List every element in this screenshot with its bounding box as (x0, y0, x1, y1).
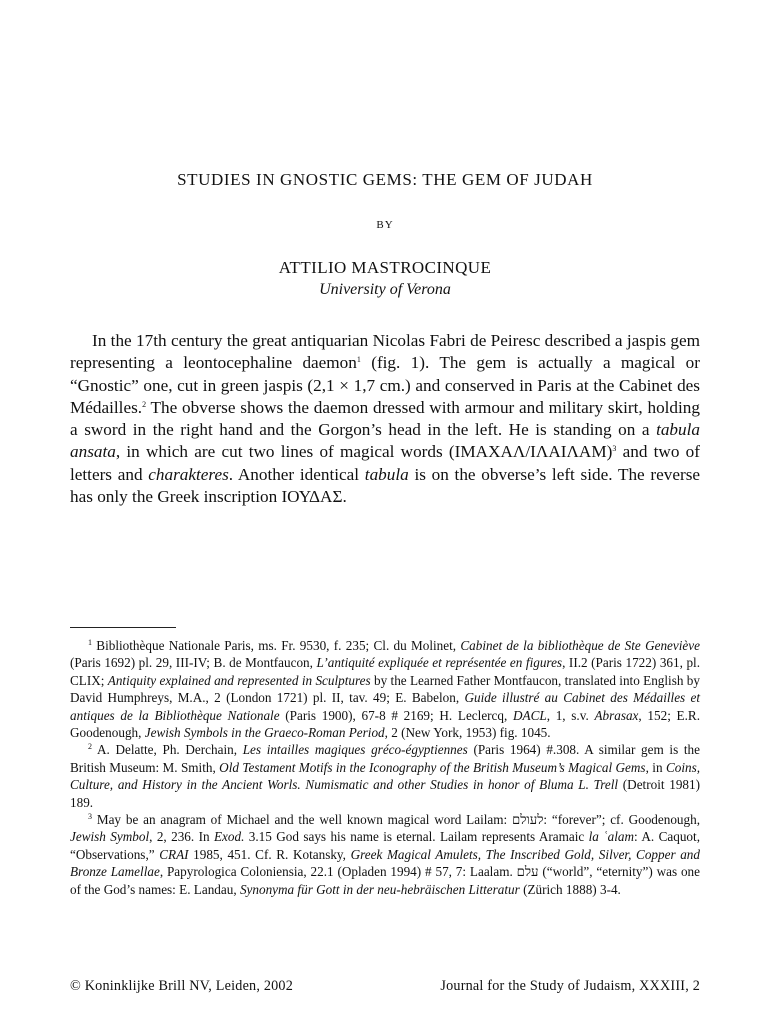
footnote-text: , Papyrologica Coloniensia, 22.1 (Opladen 1994) # 57, 7: Laalam. עלם (“world”, “eternity”) was one of the God’s names: E. Landau, (70, 864, 701, 897)
footnote-text: , 152; E.R. Goodenough, (70, 707, 700, 741)
footnote-text: , 2 (New York, 1953) fig. 1045. (384, 725, 551, 741)
footnote-text: (Paris 1964) #.308. A similar gem is the British Museum: M. Smith, (70, 742, 700, 775)
footnote-text: by the Learned Father Montfaucon, translated into English by David Humphreys, M.A., 2 (London 1721) pl. II, tav. 49; E. Babelon, (70, 672, 700, 706)
journal-citation: Journal for the Study of Judaism, XXXIII, 2 (440, 978, 700, 994)
footnote-number: 3 (88, 812, 92, 822)
footnote-divider (70, 627, 176, 628)
footnote-ref-1: 1 (356, 355, 361, 365)
footnote-text: (Paris 1692) pl. 29, III-IV; B. de Montfaucon, (70, 655, 317, 671)
footnote-italic: L’antiquité expliquée et représentée en figures (316, 655, 563, 671)
body-italic-term: charakteres (148, 464, 229, 484)
footnote-italic: Abrasax (594, 707, 639, 723)
copyright-notice: © Koninklijke Brill NV, Leiden, 2002 (70, 978, 294, 994)
author-affiliation: University of Verona (319, 281, 451, 298)
body-text-segment: and two of letters and (70, 442, 700, 484)
page-footer (70, 978, 700, 995)
footnote-text: (Paris 1900), 67-8 # 2169; H. Leclercq, (279, 707, 513, 723)
footnote-italic: Exod. (213, 829, 245, 845)
footnote-text: : A. Caquot, “Observations,” (70, 829, 700, 862)
footnote-text: , II.2 (Paris 1722) 361, pl. CLIX; (70, 655, 701, 688)
footnote-1 (70, 637, 700, 741)
body-italic-term: tabula (364, 464, 409, 484)
body-text-segment: In the 17th century the great antiquarian Nicolas Fabri de Peiresc described a jaspis gem representing a leontocephaline daemon (70, 331, 700, 373)
footnote-italic: Greek Magical Amulets, The Inscribed Gold, Silver, Copper and Bronze Lamellae (70, 846, 700, 880)
body-text-segment: is on the obverse’s left side. The reverse has only the Greek inscription ΙΟΥΔΑΣ. (70, 464, 701, 507)
body-italic-term: tabula ansata (70, 420, 700, 462)
footnote-italic: Synonyma für Gott in der neu-hebräischen Litteratur (239, 881, 520, 897)
footnote-text: 1985, 451. Cf. R. Kotansky, (188, 846, 351, 862)
footnote-italic: Jewish Symbols in the Graeco-Roman Period (144, 725, 385, 741)
footnote-italic: CRAI (159, 846, 189, 862)
footnote-number: 1 (88, 638, 92, 647)
author-name: ATTILIO MASTROCINQUE (278, 258, 492, 277)
body-text-segment: (fig. 1). The gem is actually a magical or “Gnostic” one, cut in green jaspis (2,1 × 1,7 cm.) and conserved in Paris at the Cabinet des Médailles. (70, 353, 700, 417)
footnote-text: 3.15 God says his name is eternal. Lailam represents Aramaic (244, 829, 589, 845)
footnote-italic: Antiquity explained and represented in Sculptures (107, 672, 371, 688)
footnote-text: Bibliothèque Nationale Paris, ms. Fr. 9530, f. 235; Cl. du Molinet, (96, 638, 461, 653)
footnote-italic: Cabinet de la bibliothèque de Ste Geneviève (460, 638, 700, 653)
footnote-italic: Les intailles magiques gréco-égyptiennes (242, 742, 468, 758)
article-title: STUDIES IN GNOSTIC GEMS: THE GEM OF JUDAH (177, 170, 593, 189)
footnote-text: , in (645, 759, 666, 775)
footnote-number: 2 (88, 742, 92, 752)
body-text-segment: The obverse shows the daemon dressed with armour and military skirt, holding a sword in the right hand and the Gorgon’s head in the left. He is standing on a (70, 397, 700, 440)
footnote-italic: Guide illustré au Cabinet des Médailles et antiques de la Bibliothèque Nationale (70, 690, 701, 723)
footnote-3 (70, 811, 700, 898)
footnote-italic: la ʿalam (588, 829, 635, 845)
footnote-text: (Detroit 1981) 189. (70, 777, 700, 810)
footnote-ref-3: 3 (612, 444, 617, 454)
footnote-italic: Old Testament Motifs in the Iconography of the British Museum’s Magical Gems (219, 759, 646, 775)
footnote-text: , 2, 236. In (149, 829, 214, 845)
footnote-ref-2: 2 (142, 399, 147, 409)
footnote-text: (Zürich 1888) 3-4. (519, 881, 621, 897)
footnote-text: , 1, s.v. (546, 707, 595, 723)
body-paragraph (70, 330, 700, 508)
byline-label: BY (376, 219, 394, 231)
footnote-text: A. Delatte, Ph. Derchain, (96, 742, 243, 758)
body-text-segment: , in which are cut two lines of magical words (ΙΜΑΧΑΛ/ΙΛΑΙΛΑΜ) (115, 442, 613, 462)
footnote-italic: Jewish Symbol (70, 829, 150, 845)
body-text-segment: . Another identical (228, 464, 365, 484)
footnote-italic: DACL (513, 707, 547, 723)
footnotes (70, 637, 700, 898)
footnote-2 (70, 741, 700, 811)
footnote-italic: Coins, Culture, and History in the Ancient Worls. Numismatic and other Studies in honor of Bluma L. Trell (70, 759, 701, 793)
footnote-text: May be an anagram of Michael and the well known magical word Lailam: לעולם: “forever”; cf. Goodenough, (96, 812, 701, 828)
